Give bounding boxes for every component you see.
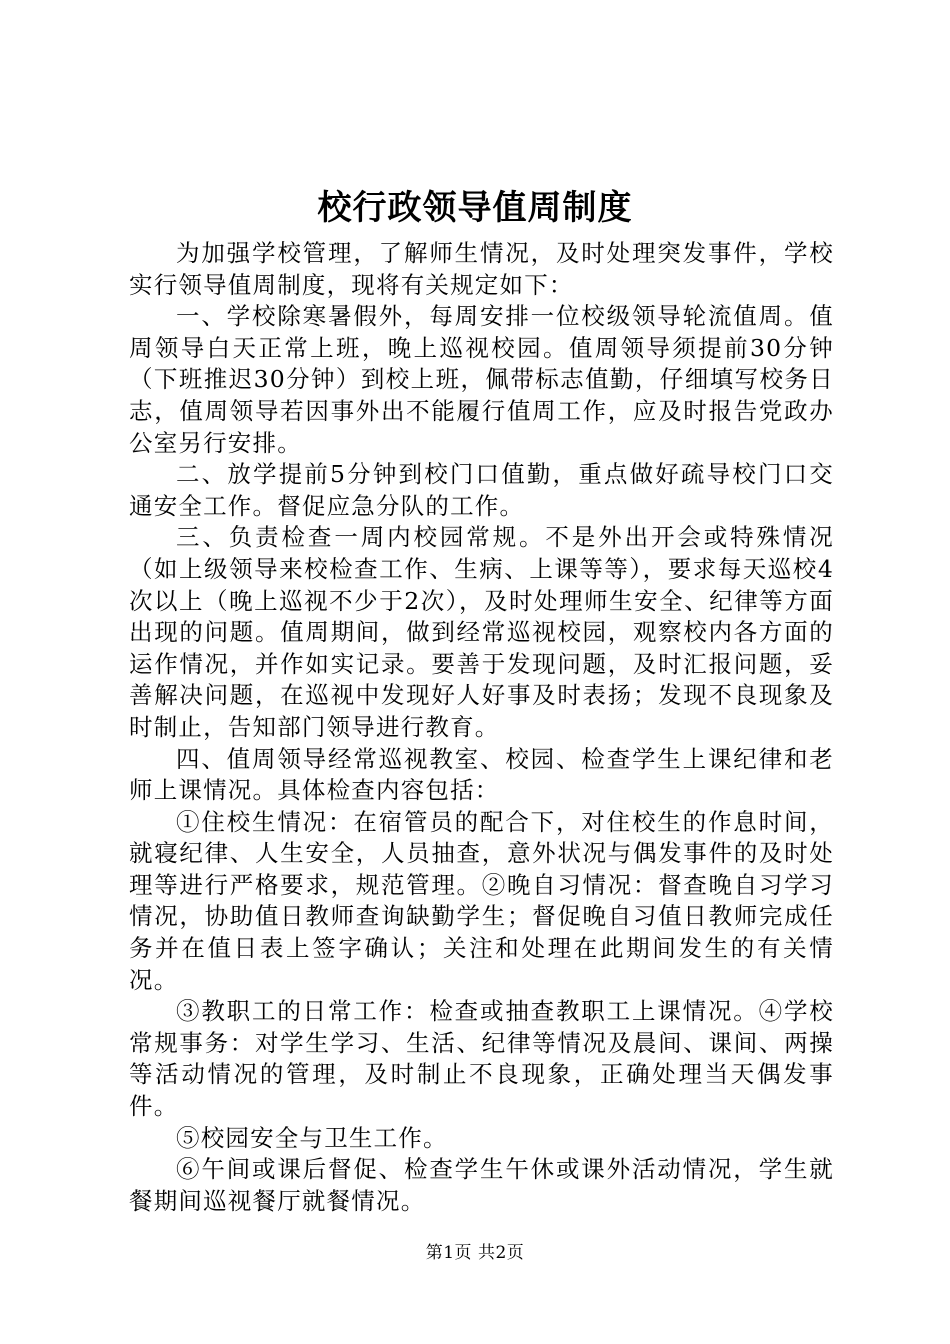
paragraph-item-5: ⑤校园安全与卫生工作。 [176, 1123, 448, 1152]
paragraph-intro: 为加强学校管理，了解师生情况，及时处理突发事件，学校实行领导值周制度，现将有关规定如下： [129, 239, 834, 299]
paragraph-rule-3: 三、负责检查一周内校园常规。不是外出开会或特殊情况（如上级领导来校检查工作、生病、上课等等），要求每天巡校4次以上（晚上巡视不少于2次），及时处理师生安全、纪律等方面出现的问题。值周期间，做到经常巡视校园，观察校内各方面的运作情况，并作如实记录。要善于发现问题，及时汇报问题，妥善解决问题，在巡视中发现好人好事及时表扬；发现不良现象及时制止，告知部门领导进行教育。 [129, 523, 834, 741]
paragraph-rule-1: 一、学校除寒暑假外，每周安排一位校级领导轮流值周。值周领导白天正常上班，晚上巡视校园。值周领导须提前30分钟（下班推迟30分钟）到校上班，佩带标志值勤，仔细填写校务日志，值周领导若因事外出不能履行值周工作，应及时报告党政办公室另行安排。 [129, 302, 834, 457]
paragraph-rule-4: 四、值周领导经常巡视教室、校园、检查学生上课纪律和老师上课情况。具体检查内容包括： [129, 744, 834, 805]
paragraph-rule-2: 二、放学提前5分钟到校门口值勤，重点做好疏导校门口交通安全工作。督促应急分队的工作。 [129, 460, 834, 520]
paragraph-item-6: ⑥午间或课后督促、检查学生午休或课外活动情况，学生就餐期间巡视餐厅就餐情况。 [129, 1155, 834, 1215]
paragraph-item-1-2: ①住校生情况：在宿管员的配合下，对住校生的作息时间，就寝纪律、人生安全，人员抽查，意外状况与偶发事件的及时处理等进行严格要求，规范管理。②晚自习情况：督查晚自习学习情况，协助值日教师查询缺勤学生；督促晚自习值日教师完成任务并在值日表上签字确认；关注和处理在此期间发生的有关情况。 [129, 807, 834, 994]
document-title: 校行政领导值周制度 [317, 188, 633, 228]
document-body [129, 238, 834, 1217]
page-number-footer: 第1页 共2页 [425, 1243, 525, 1263]
paragraph-item-3-4: ③教职工的日常工作：检查或抽查教职工上课情况。④学校常规事务：对学生学习、生活、纪律等情况及晨间、课间、两操等活动情况的管理，及时制止不良现象，正确处理当天偶发事件。 [129, 997, 834, 1121]
